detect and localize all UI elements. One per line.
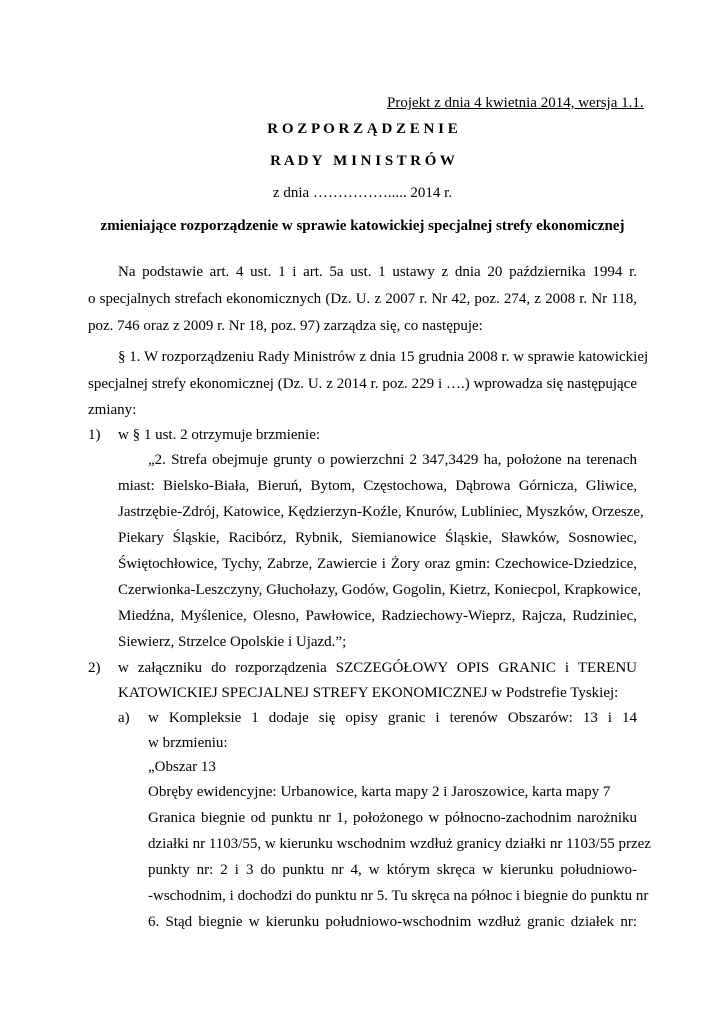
item1-quote-line: Miedźna, Myślenice, Olesno, Pawłowice, Radziechowy-Wieprz, Rajcza, Rudziniec,: [118, 608, 637, 624]
preamble-line: Na podstawie art. 4 ust. 1 i art. 5a ust. 1 ustawy z dnia 20 października 1994 r.: [118, 264, 637, 280]
boundary-line: 6. Stąd biegnie w kierunku południowo-wschodnim wzdłuż granic działek nr:: [148, 914, 637, 930]
boundary-line: punkty nr: 2 i 3 do punktu nr 4, w którym skręca w kierunku południowo-: [148, 862, 637, 878]
item1-quote-line: Jastrzębie-Zdrój, Katowice, Kędzierzyn-Koźle, Knurów, Lubliniec, Myszków, Orzesze,: [118, 504, 644, 520]
subitem-a-lead-line: w brzmieniu:: [148, 735, 228, 751]
boundary-line: działki nr 1103/55, w kierunku wschodnim wzdłuż granicy działki nr 1103/55 przez: [148, 836, 651, 852]
area-title: „Obszar 13: [148, 759, 216, 775]
boundary-line: -wschodnim, i dochodzi do punktu nr 5. Tu skręca na północ i biegnie do punktu nr: [148, 888, 649, 904]
item1-number: 1): [88, 427, 101, 443]
item2-lead-line: w załączniku do rozporządzenia SZCZEGÓŁOWY OPIS GRANIC i TERENU: [118, 660, 637, 676]
preamble-line: poz. 746 oraz z 2009 r. Nr 18, poz. 97) zarządza się, co następuje:: [88, 318, 483, 334]
boundary-line: Granica biegnie od punktu nr 1, położonego w północno-zachodnim narożniku: [148, 810, 637, 826]
title-rady-ministrow: R A D Y M I N I S T R Ó W: [270, 153, 455, 169]
item2-number: 2): [88, 660, 101, 676]
item1-quote-line: Czerwionka-Leszczyny, Głuchołazy, Godów, Gogolin, Kietrz, Koniecpol, Krapkowice,: [118, 582, 642, 598]
title-rozporzadzenie: R O Z P O R Z Ą D Z E N I E: [267, 121, 458, 137]
section1-line: specjalnej strefy ekonomicznej (Dz. U. z 2014 r. poz. 229 i ….) wprowadza się następujące: [88, 376, 637, 392]
item1-quote-line: miast: Bielsko-Biała, Bieruń, Bytom, Częstochowa, Dąbrowa Górnicza, Gliwice,: [118, 478, 637, 494]
date-line: z dnia ……………..... 2014 r.: [272, 185, 453, 201]
section1-line: zmiany:: [88, 402, 137, 418]
project-note: Projekt z dnia 4 kwietnia 2014, wersja 1.1.: [387, 95, 644, 111]
subitem-a-letter: a): [118, 710, 130, 726]
item1-quote-line: Siewierz, Strzelce Opolskie i Ujazd.”;: [118, 634, 347, 650]
section1-line: § 1. W rozporządzeniu Rady Ministrów z dnia 15 grudnia 2008 r. w sprawie katowickiej: [118, 349, 649, 365]
subitem-a-lead-line: w Kompleksie 1 dodaje się opisy granic i terenów Obszarów: 13 i 14: [148, 710, 637, 726]
item1-quote-line: Świętochłowice, Tychy, Zabrze, Zawiercie i Żory oraz gmin: Czechowice-Dziedzice,: [118, 556, 637, 572]
preamble-line: o specjalnych strefach ekonomicznych (Dz. U. z 2007 r. Nr 42, poz. 274, z 2008 r. Nr 118,: [88, 291, 637, 307]
item2-lead-line: KATOWICKIEJ SPECJALNEJ STREFY EKONOMICZNEJ w Podstrefie Tyskiej:: [118, 685, 619, 701]
subject-line: zmieniające rozporządzenie w sprawie katowickiej specjalnej strefy ekonomicznej: [100, 218, 625, 234]
item1-quote-line: „2. Strefa obejmuje grunty o powierzchni 2 347,3429 ha, położone na terenach: [148, 452, 637, 468]
item1-lead: w § 1 ust. 2 otrzymuje brzmienie:: [118, 427, 321, 443]
item1-quote-line: Piekary Śląskie, Racibórz, Rybnik, Siemianowice Śląskie, Sławków, Sosnowiec,: [118, 530, 637, 546]
precincts-line: Obręby ewidencyjne: Urbanowice, karta mapy 2 i Jaroszowice, karta mapy 7: [148, 784, 611, 800]
